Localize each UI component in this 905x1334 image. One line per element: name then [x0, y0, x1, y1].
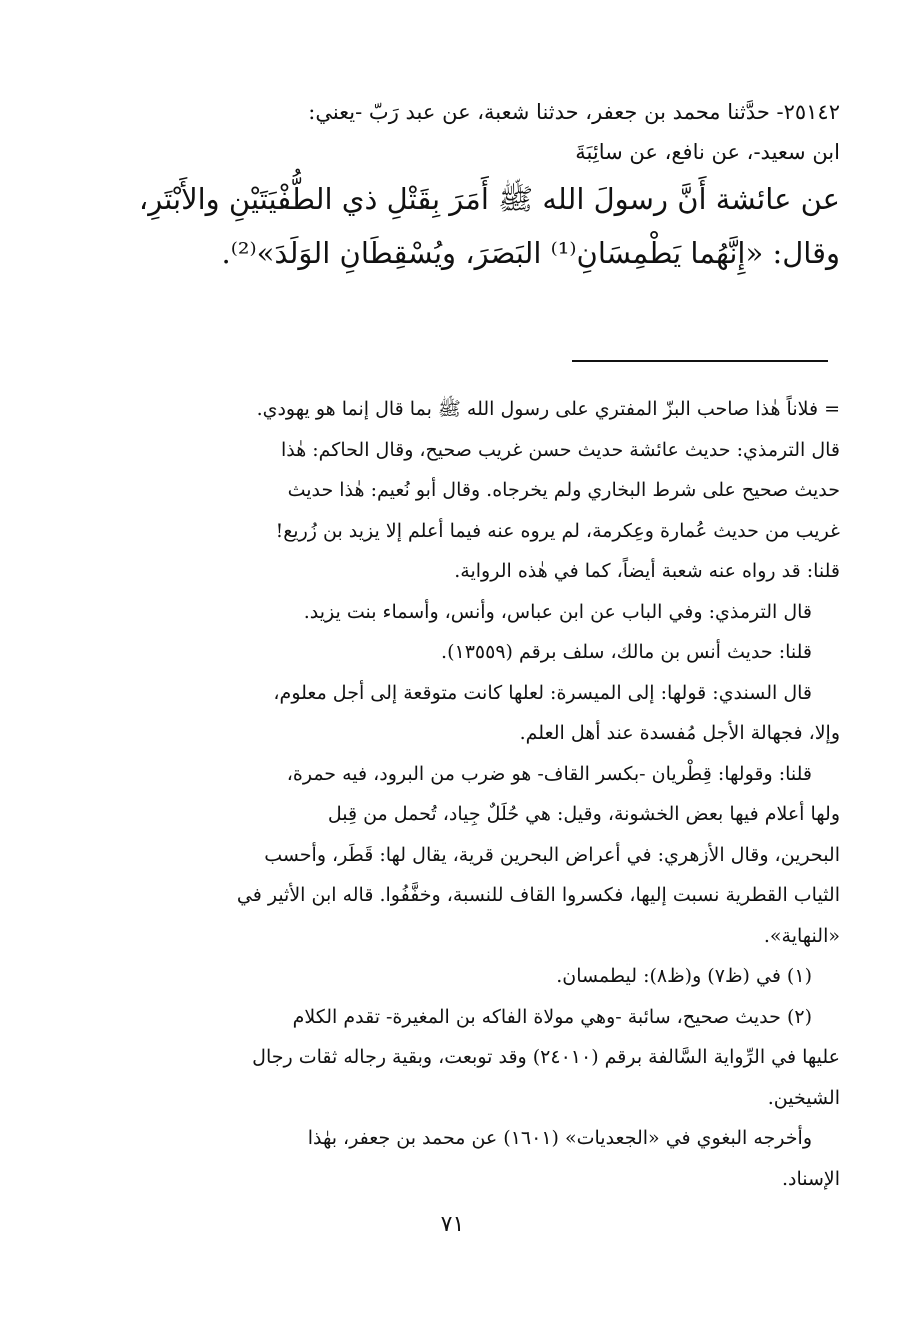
- isnad-line-2: ابن سعيد-، عن نافع، عن سائِبَةَ: [575, 140, 840, 164]
- footnote-line: «النهاية».: [763, 924, 840, 947]
- matn-line-2: وقال: «إِنَّهُما يَطْمِسَانِ⁽¹⁾ البَصَرَ، ويُسْقِطَانِ الوَلَدَ»⁽²⁾.: [221, 236, 840, 270]
- footnotes: [128, 389, 840, 1199]
- footnote-line: الإسناد.: [781, 1167, 840, 1190]
- footnote-line: الثياب القطرية نسبت إليها، فكسروا القاف للنسبة، وخفَّفُوا. قاله ابن الأثير في: [236, 884, 840, 906]
- footnote-line: غريب من حديث عُمارة وعِكرمة، لم يروه عنه فيما أعلم إلا يزيد بن زُريع!: [275, 519, 840, 542]
- page-number: ٧١: [440, 1212, 465, 1237]
- matn-line-1: عن عائشة أَنَّ رسولَ الله ﷺ أَمَرَ بِقَتْلِ ذي الطُّفْيَتَيْنِ والأَبْتَرِ،: [138, 182, 840, 216]
- footnote-line: وإلا، فجهالة الأجل مُفسدة عند أهل العلم.: [519, 722, 840, 744]
- footnote-line: الشيخين.: [767, 1086, 840, 1109]
- isnad-line-1: ٢٥١٤٢- حدَّثنا محمد بن جعفر، حدثنا شعبة، عن عبد رَبّ -يعني:: [308, 100, 840, 124]
- footnote-1: (١) في (ظ٧) و(ظ٨): ليطمسان.: [556, 965, 812, 987]
- footnote-separator: [572, 360, 828, 362]
- footnote-line: وأخرجه البغوي في «الجعديات» (١٦٠١) عن محمد بن جعفر، بهٰذا: [307, 1127, 812, 1149]
- footnote-line: قال الترمذي: وفي الباب عن ابن عباس، وأنس، وأسماء بنت يزيد.: [303, 600, 812, 623]
- footnote-line: = فلاناً هٰذا صاحب البزّ المفتري على رسول الله ﷺ بما قال إنما هو يهودي.: [256, 398, 840, 420]
- footnote-line: ولها أعلام فيها بعض الخشونة، وقيل: هي حُلَلٌ جِياد، تُحمل من قِبل: [327, 803, 840, 825]
- footnote-line: عليها في الرِّواية السَّالفة برقم (٢٤٠١٠) وقد توبعت، وبقية رجاله ثقات رجال: [252, 1046, 840, 1068]
- footnote-line: قلنا: قد رواه عنه شعبة أيضاً، كما في هٰذه الرواية.: [454, 560, 840, 582]
- footnote-line: حديث صحيح على شرط البخاري ولم يخرجاه. وقال أبو نُعيم: هٰذا حديث: [287, 479, 840, 501]
- footnote-line: قال الترمذي: حديث عائشة حديث حسن غريب صحيح، وقال الحاكم: هٰذا: [280, 438, 840, 461]
- footnote-2: (٢) حديث صحيح، سائبة -وهي مولاة الفاكه بن المغيرة- تقدم الكلام: [292, 1005, 812, 1028]
- footnote-line: قال السندي: قولها: إلى الميسرة: لعلها كانت متوقعة إلى أجل معلوم،: [273, 681, 812, 704]
- footnote-line: البحرين، وقال الأزهري: في أعراض البحرين قرية، يقال لها: قَطَر، وأحسب: [264, 843, 840, 866]
- footnote-line: قلنا: وقولها: قِطْريان -بكسر القاف- هو ضرب من البرود، فيه حمرة،: [286, 762, 812, 785]
- footnote-line: قلنا: حديث أنس بن مالك، سلف برقم (١٣٥٥٩).: [441, 641, 812, 663]
